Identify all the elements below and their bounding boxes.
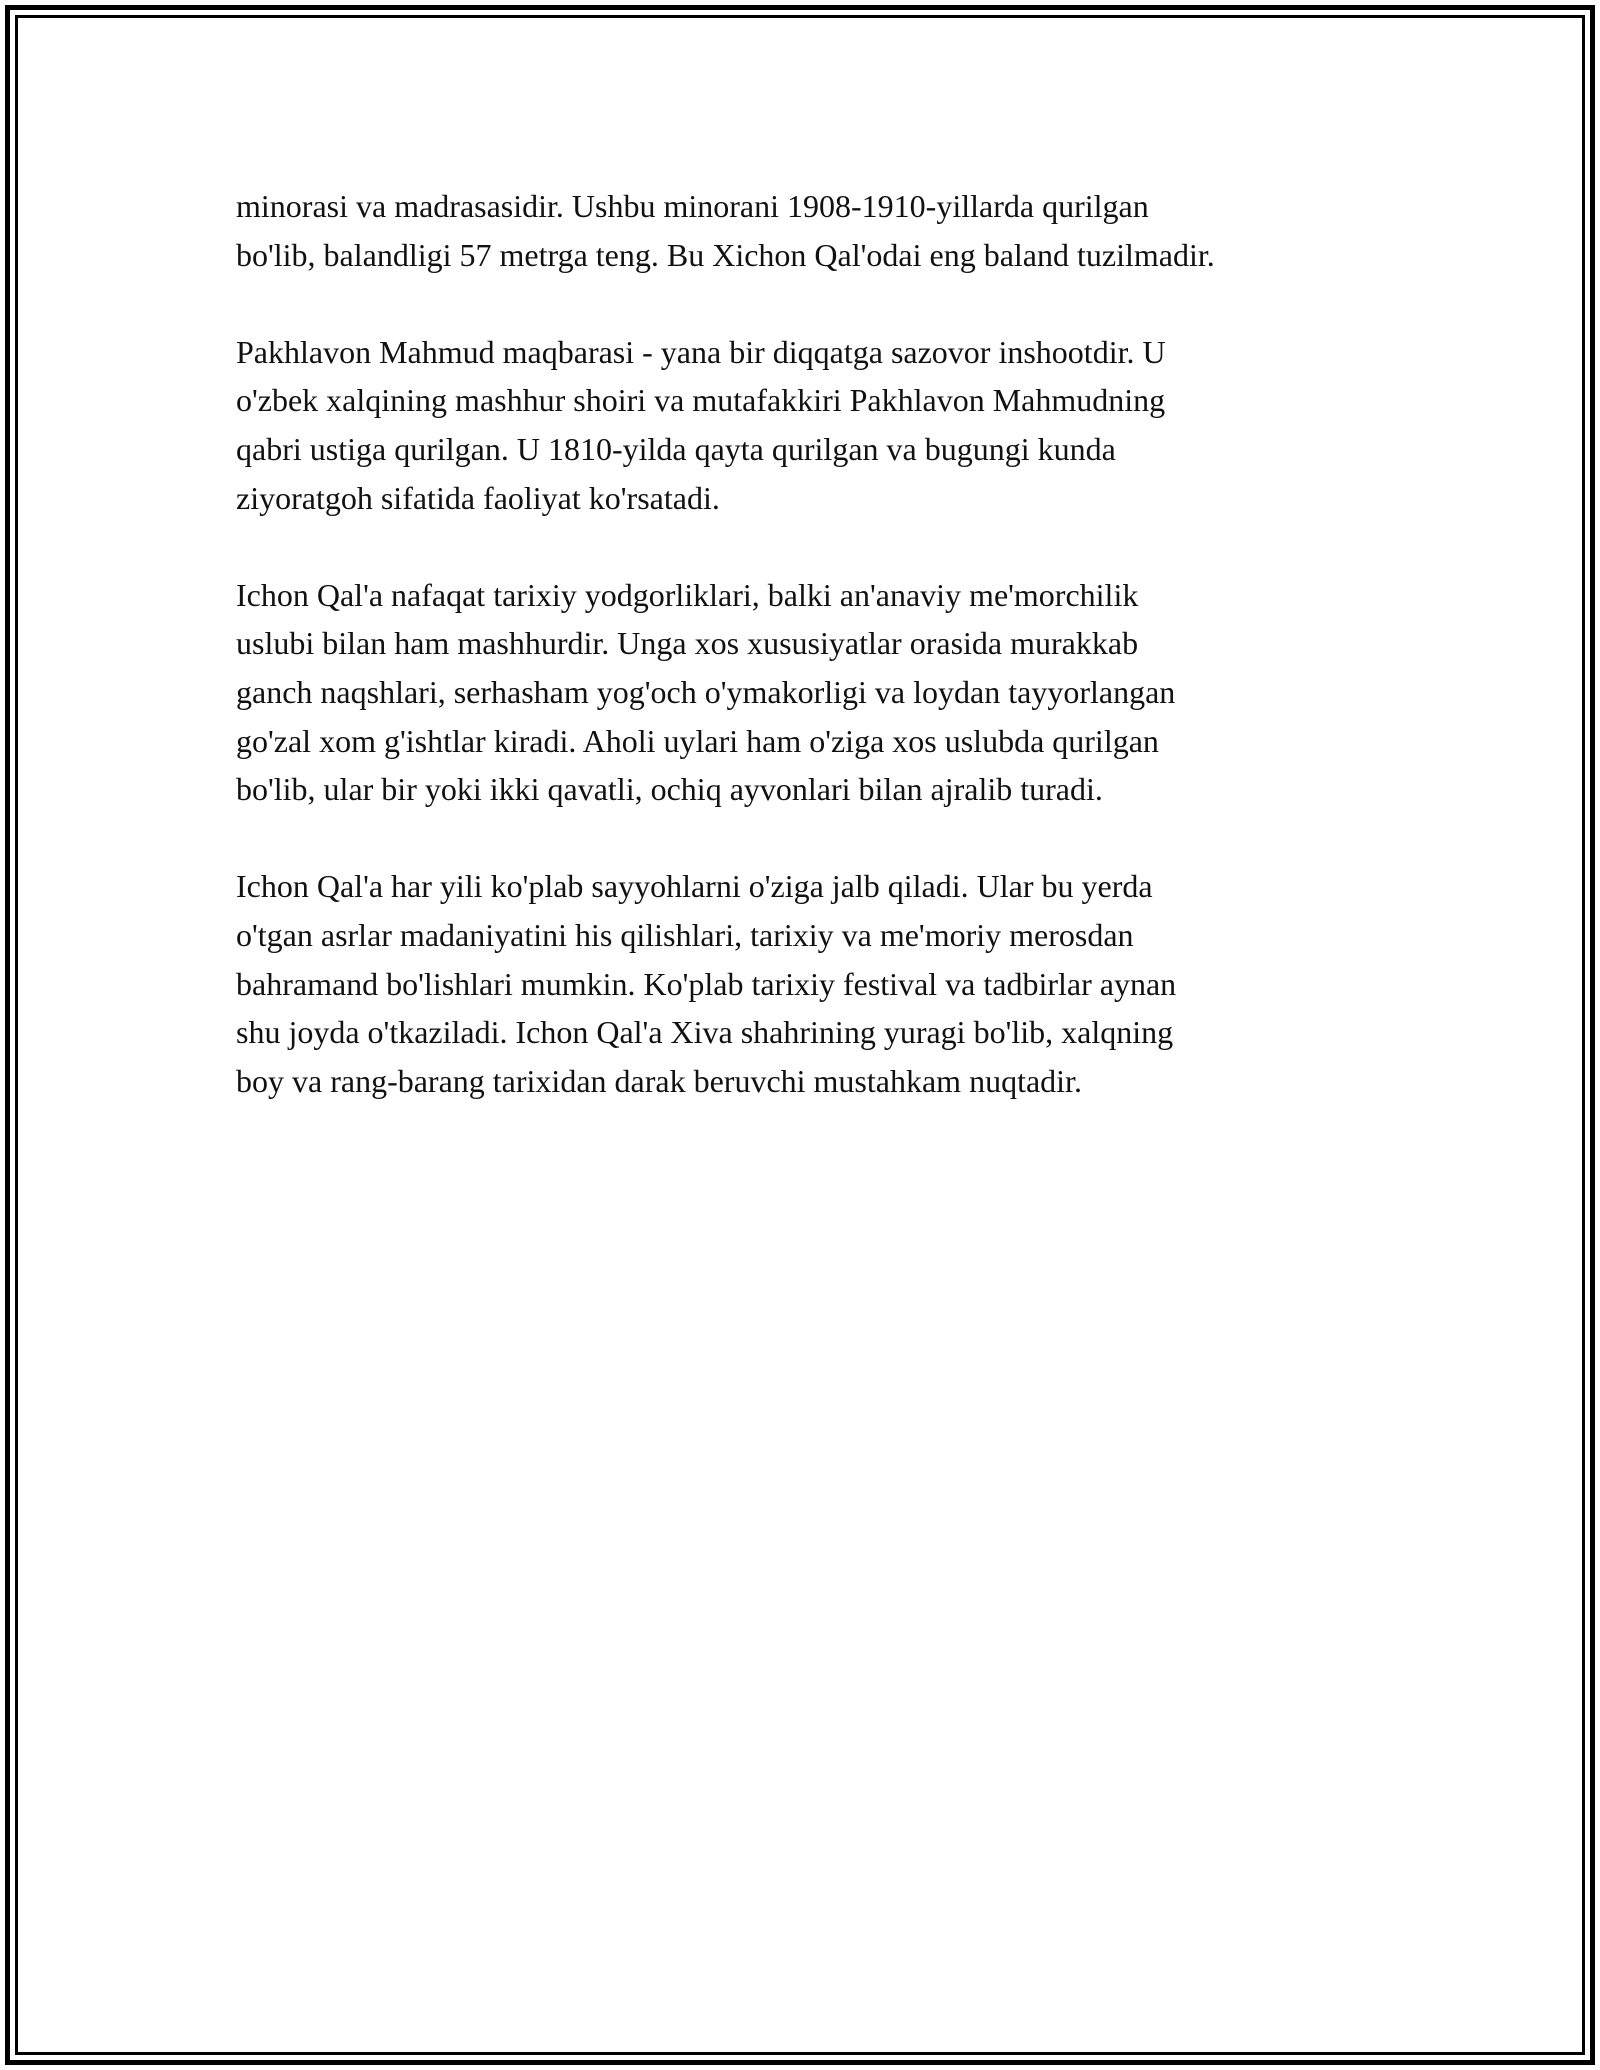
text-line: go'zal xom g'ishtlar kiradi. Aholi uylari ham o'ziga xos uslubda qurilgan bbox=[236, 722, 1159, 759]
text-line: Ichon Qal'a har yili ko'plab sayyohlarni o'ziga jalb qiladi. Ular bu yerda bbox=[236, 868, 1153, 905]
text-line: Pakhlavon Mahmud maqbarasi - yana bir diqqatga sazovor inshootdir. U bbox=[236, 333, 1166, 370]
paragraph-minaret bbox=[236, 182, 1386, 279]
paragraph-mausoleum bbox=[236, 328, 1386, 522]
text-line: o'zbek xalqining mashhur shoiri va mutafakkiri Pakhlavon Mahmudning bbox=[236, 382, 1166, 419]
text-line: qabri ustiga qurilgan. U 1810-yilda qayta qurilgan va bugungi kunda bbox=[236, 430, 1116, 467]
text-line: boy va rang-barang tarixidan darak beruvchi mustahkam nuqtadir. bbox=[236, 1062, 1082, 1099]
text-line: Ichon Qal'a nafaqat tarixiy yodgorliklari, balki an'anaviy me'morchilik bbox=[236, 576, 1139, 613]
text-line: uslubi bilan ham mashhurdir. Unga xos xususiyatlar orasida murakkab bbox=[236, 625, 1139, 662]
text-line: bo'lib, balandligi 57 metrga teng. Bu Xichon Qal'odai eng baland tuzilmadir. bbox=[236, 236, 1215, 273]
text-line: o'tgan asrlar madaniyatini his qilishlari, tarixiy va me'moriy merosdan bbox=[236, 916, 1134, 953]
text-line: shu joyda o'tkaziladi. Ichon Qal'a Xiva shahrining yuragi bo'lib, xalqning bbox=[236, 1014, 1174, 1051]
text-line: minorasi va madrasasidir. Ushbu minorani 1908-1910-yillarda qurilgan bbox=[236, 188, 1149, 224]
paragraph-tourism bbox=[236, 862, 1386, 1105]
text-line: ziyoratgoh sifatida faoliyat ko'rsatadi. bbox=[236, 479, 720, 516]
paragraph-architecture bbox=[236, 571, 1386, 814]
text-line: bahramand bo'lishlari mumkin. Ko'plab tarixiy festival va tadbirlar aynan bbox=[236, 965, 1177, 1002]
text-line: ganch naqshlari, serhasham yog'och o'ymakorligi va loydan tayyorlangan bbox=[236, 673, 1176, 710]
document-body bbox=[236, 182, 1386, 1154]
text-line: bo'lib, ular bir yoki ikki qavatli, ochiq ayvonlari bilan ajralib turadi. bbox=[236, 771, 1103, 808]
